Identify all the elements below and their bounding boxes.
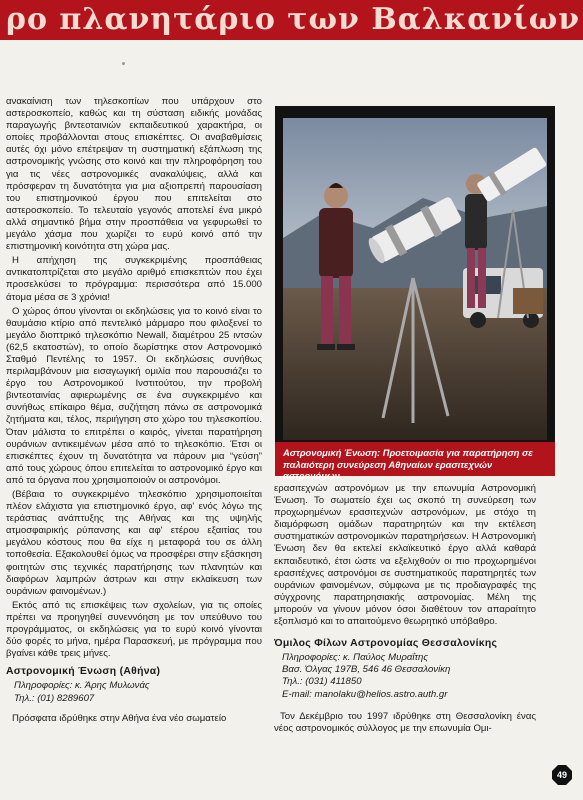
contact-line: Τηλ.: (031) 411850	[282, 676, 362, 688]
telescope-scene-illustration	[283, 118, 547, 440]
photo-caption: Αστρονομική Ένωση: Προετοιμασία για παρατήρηση σε παλαιότερη συνεύρεση Αθηναίων ερασιτεχνών αστρονόμων.	[275, 442, 555, 476]
paragraph: Τον Δεκέμβριο του 1997 ιδρύθηκε στη Θεσσαλονίκη ένας νέος αστρονομικός σύλλογος με την επωνυμία Ομι-	[274, 710, 536, 734]
contact-line: Πληροφορίες: κ. Παύλος Μυραΐτης	[282, 652, 429, 664]
contact-line: E-mail: manolaku@helios.astro.auth.gr	[282, 688, 448, 700]
paragraph: (Βέβαια το συγκεκριμένο τηλεσκόπιο χρησιμοποιείται πλέον ελάχιστα για επιστημονικό έργο, αφ' ενός λόγω της τεράστιας ανάπτυξης της Αθήνας και της υψηλής ατμοσφαιρικής ρύπανσης και αφ' ετέρου εξαιτίας του μεγάλου κόστους που θα είχε η μεταφορά του σε άλλη τοποθεσία. Εξακολουθεί όμως να προσφέρει στην εξάσκηση φοιτητών στις τεχνικές παρατήρησης των πλανητών και διαφόρων λαμπρών άστρων και στην εκλαίκευση των ουράνιων φαινομένων.)	[6, 489, 262, 597]
page-number: 49	[556, 770, 567, 780]
paragraph: Εκτός από τις επισκέψεις των σχολείων, για τις οποίες πρέπει να προηγηθεί συνεννόηση με τον υπεύθυνο του προγράμματος, οι εκδηλώσεις για το ευρύ κοινό γίνονται δύο φορές το μήνα, ημέρα Παρασκευή, με πρόγραμμα που βγαίνει κάθε τρεις μήνες.	[6, 599, 262, 660]
section-heading: Όμιλος Φίλων Αστρονομίας Θεσσαλονίκης	[274, 638, 498, 650]
left-column	[6, 96, 262, 727]
paragraph: ερασιτεχνών αστρονόμων με την επωνυμία Αστρονομική Ένωση. Το σωματείο έχει ως σκοπό τη συνεύρεση των προχωρημένων ερασιτεχνών αστρονόμων, με στόχο τη διαμόρφωση ομάδων παρατηρητών και την εκτέλεση συστηματικών αστρονομικών παρατηρήσεων. Η Αστρονομική Ένωση δεν θα εκτελεί εκλαϊκευτικό έργο αλλά καθαρά εκπαιδευτικό, έτσι ώστε να εξελιχθούν οι πιο προχωρημένοι ερασιτέχνες αστρονόμοι σε συστηματικούς παρατηρητές των ουράνιων φαινομένων, σύμφωνα με τις προδιαγραφές της σύγχρονης παρατηρησιακής αστρονομίας. Μέλη της μπορούν να γίνουν μόνον όσοι διαθέτουν τον απαραίτητο εξοπλισμό και το απαιτούμενο θεωρητικό υπόβαθρο.	[274, 483, 536, 628]
page-title: ρο πλανητάριο των Βαλκανίων	[6, 2, 581, 37]
decorative-dot	[122, 62, 125, 65]
right-column	[274, 483, 536, 737]
paragraph: ανακαίνιση των τηλεσκοπίων που υπάρχουν στο αστεροσκοπείο, καθώς και τη σύσταση ειδικής μονάδας παραγωγής βιντεοταινιών εκπαιδευτικού χαρακτήρα, οι οποίες προβάλλονται στους επισκέπτες. Οι αναβαθμίσεις αυτές όχι μόνο επέτρεψαν τη συστηματική εξάπλωση της αστρονομικής γνώσης στο κοινό και την πληροφόρηση του για τις νέες αστρονομικές ανακαλύψεις, αλλά και πρόσφεραν τη δυνατότητα για μια αξιοπρεπή παρουσίαση του επιστημονικού έργου που επιτελείται στο αστεροσκοπείο. Το τελευταίο γεγονός αποτελεί ένα μικρό αλλά σημαντικό βήμα στην προσπάθεια να γεφυρωθεί το μεγάλο χάσμα που χωρίζει το ευρύ κοινό από την επιστημονική κοινότητα στη χώρα μας.	[6, 96, 262, 253]
contact-line: Βασ. Όλγας 197Β, 546 46 Θεσσαλονίκη	[282, 664, 451, 676]
photo-frame	[275, 106, 555, 481]
paragraph: Η απήχηση της συγκεκριμένης προσπάθειας αντικατοπτρίζεται στο μεγάλο αριθμό επισκεπτών που έχει προσελκύσει το πρόγραμμα: περισσότερα από 15.000 άτομα μέσα σε 3 χρόνια!	[6, 255, 262, 303]
header-banner	[0, 0, 583, 40]
page-number-badge	[551, 764, 573, 786]
paragraph: Πρόσφατα ιδρύθηκε στην Αθήνα ένα νέο σωματείο	[12, 712, 227, 724]
contact-line: Πληροφορίες: κ. Άρης Μυλωνάς	[14, 680, 150, 692]
astronomers-photo	[283, 118, 547, 440]
paragraph: Ο χώρος όπου γίνονται οι εκδηλώσεις για το κοινό είναι το θαυμάσιο κτίριο από πεντελικό μάρμαρο που φιλοξενεί το μεγάλο διοπτρικό τηλεσκόπιο Newall, διαμέτρου 25 ιντσών (62,5 εκατοστών), το οποίο δωρίστηκε στον Αστρονομικό Σταθμό Πεντέλης το 1957. Οι εκδηλώσεις συνήθως περιλαμβάνουν μια εισαγωγική ομιλία που παρουσιάζει το έργο του Αστρονομικού Ινστιτούτου, την προβολή βιντεοταινίας αφιερωμένης σε ένα συγκεκριμένο και συνήθως επίκαιρο θέμα, συζήτηση πάνω σε αστρονομικά ζητήματα και, τέλος, περιήγηση στο χώρο του τηλεσκοπίου. Όταν μάλιστα το επιτρέπει ο καιρός, γίνεται παρατήρηση ουράνιων αντικειμένων μέσα από το τηλεσκόπιο. Έτσι οι επισκέπτες έχουν τη δυνατότητα να πάρουν μια “γεύση” από τους χώρους όπου επιτελείται το αστρονομικό έργο και από τα όργανα που χρησιμοποιούν οι αστρονόμοι.	[6, 305, 262, 486]
contact-line: Τηλ.: (01) 8289607	[14, 692, 95, 704]
section-heading: Αστρονομική Ένωση (Αθήνα)	[6, 666, 161, 678]
